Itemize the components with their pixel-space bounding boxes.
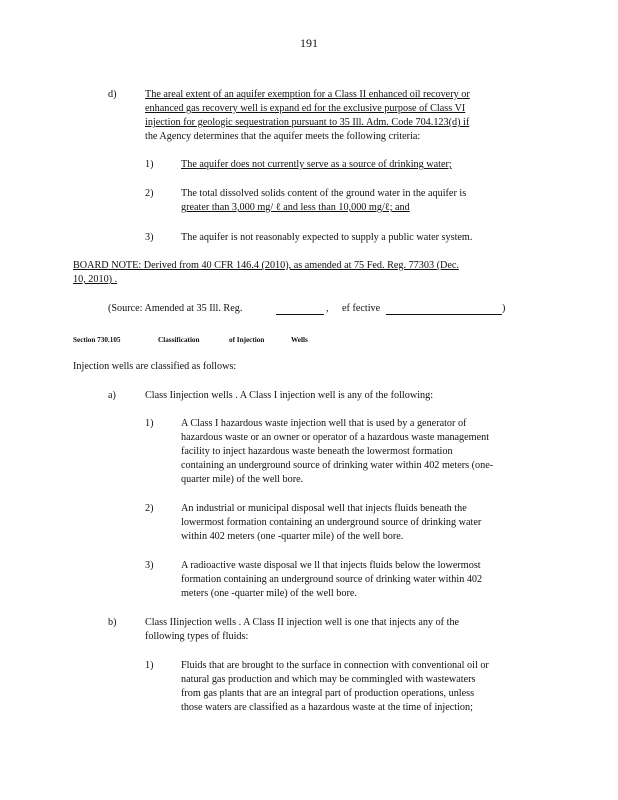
b-item-1-line-2: natural gas production and which may be commingled with wastewaters bbox=[181, 674, 476, 685]
subsection-b-label: b) bbox=[108, 617, 117, 628]
source-suffix: ) bbox=[502, 303, 506, 314]
a-item-3-label: 3) bbox=[145, 560, 154, 571]
a-item-3-line-3: meters (one -quarter mile) of the well bore. bbox=[181, 588, 357, 599]
board-note-line-2: 10, 2010) . bbox=[73, 274, 118, 285]
subsection-d-line-3: injection for geologic sequestration pursuant to 35 Ill. Adm. Code 704.123(d) if bbox=[145, 117, 470, 128]
a-item-2-line-1: An industrial or municipal disposal well that injects fluids beneath the bbox=[181, 503, 467, 514]
criterion-2-line-2: greater than 3,000 mg/ ℓ and less than 10,000 mg/ℓ; and bbox=[181, 202, 410, 213]
subsection-b-line-1: Class IIinjection wells . A Class II injection well is one that injects any of the bbox=[145, 617, 460, 628]
section-title-2: of Injection bbox=[229, 336, 265, 344]
a-item-1-line-2: hazardous waste or an owner or operator of a hazardous waste management bbox=[181, 432, 490, 443]
criterion-1-text: The aquifer does not currently serve as a source of drinking water; bbox=[181, 159, 452, 170]
subsection-d-line-4: the Agency determines that the aquifer meets the following criteria: bbox=[145, 131, 421, 142]
a-item-2-line-2: lowermost formation containing an underground source of drinking water bbox=[181, 517, 482, 528]
a-item-2-label: 2) bbox=[145, 503, 154, 514]
subsection-d-line-1: The areal extent of an aquifer exemption for a Class II enhanced oil recovery or bbox=[145, 89, 470, 100]
b-item-1-label: 1) bbox=[145, 660, 154, 671]
board-note-line-1: BOARD NOTE: Derived from 40 CFR 146.4 (2010), as amended at 75 Fed. Reg. 77303 (Dec. bbox=[73, 260, 459, 271]
a-item-2-line-3: within 402 meters (one -quarter mile) of the well bore. bbox=[181, 531, 404, 542]
a-item-3-line-2: formation containing an underground source of drinking water within 402 bbox=[181, 574, 483, 585]
criterion-2-line-1: The total dissolved solids content of the ground water in the aquifer is bbox=[181, 188, 467, 199]
effective-blank bbox=[386, 314, 502, 315]
register-blank bbox=[276, 314, 324, 315]
section-title-1: Classification bbox=[158, 336, 200, 344]
subsection-b-line-2: following types of fluids: bbox=[145, 631, 249, 642]
page-number: 191 bbox=[300, 36, 318, 50]
a-item-3-line-1: A radioactive waste disposal we ll that injects fluids below the lowermost bbox=[181, 560, 481, 571]
a-item-1-line-3: facility to inject hazardous waste beneath the lowermost formation bbox=[181, 446, 453, 457]
b-item-1-line-4: those waters are classified as a hazardous waste at the time of injection; bbox=[181, 702, 473, 713]
criterion-1-label: 1) bbox=[145, 159, 154, 170]
source-prefix: (Source: Amended at 35 Ill. Reg. bbox=[108, 303, 243, 314]
intro-text: Injection wells are classified as follows: bbox=[73, 361, 237, 372]
section-number: Section 730.105 bbox=[73, 336, 121, 344]
subsection-d-label: d) bbox=[108, 89, 117, 100]
a-item-1-line-5: quarter mile) of the well bore. bbox=[181, 474, 304, 485]
source-effective: ef fective bbox=[342, 303, 381, 314]
subsection-a-heading: Class Iinjection wells . A Class I injection well is any of the following: bbox=[145, 390, 434, 401]
section-title-3: Wells bbox=[291, 336, 308, 344]
criterion-3-label: 3) bbox=[145, 232, 154, 243]
criterion-2-label: 2) bbox=[145, 188, 154, 199]
subsection-d-line-2: enhanced gas recovery well is expand ed for the exclusive purpose of Class VI bbox=[145, 103, 466, 114]
source-middle: , bbox=[326, 303, 329, 314]
b-item-1-line-3: from gas plants that are an integral part of production operations, unless bbox=[181, 688, 475, 699]
b-item-1-line-1: Fluids that are brought to the surface in connection with conventional oil or bbox=[181, 660, 489, 671]
a-item-1-label: 1) bbox=[145, 418, 154, 429]
subsection-a-label: a) bbox=[108, 390, 116, 401]
a-item-1-line-1: A Class I hazardous waste injection well that is used by a generator of bbox=[181, 418, 467, 429]
criterion-3-text: The aquifer is not reasonably expected to supply a public water system. bbox=[181, 232, 473, 243]
a-item-1-line-4: containing an underground source of drinking water within 402 meters (one- bbox=[181, 460, 494, 471]
